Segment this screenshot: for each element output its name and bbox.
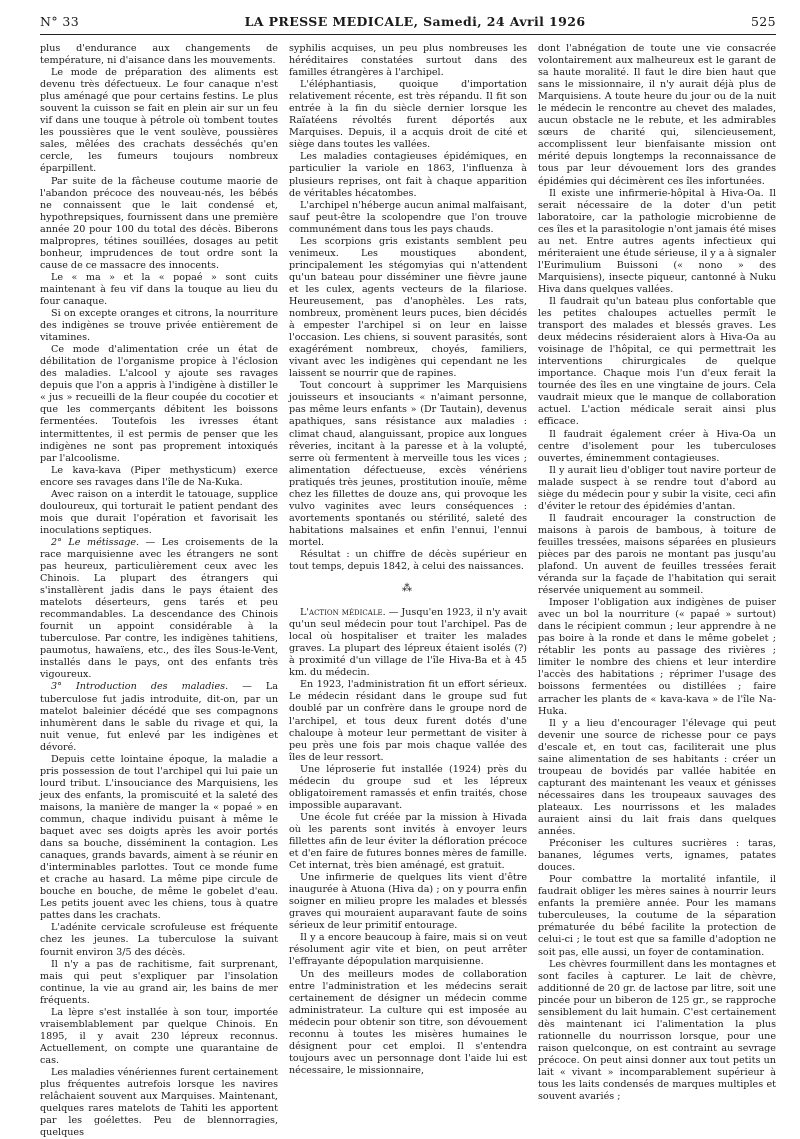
page-number: 525 xyxy=(750,14,776,29)
journal-title: LA PRESSE MEDICALE, Samedi, 24 Avril 1926 xyxy=(244,14,586,29)
section-heading: 2° Le métissage. xyxy=(51,536,140,548)
section-heading: L'action médicale. xyxy=(300,607,386,619)
paragraph: Ce mode d'alimentation crée un état de débilitation de l'organisme propice à l'éclosion des maladies. L'alcool y ajoute ses ravages depuis que l'on a appris à l'indigène à distiller le « jus » recueilli de la fleur coupée du cocotier et que les commerçants débitent les boissons fermentées. Toutefois les ivresses étant intermittentes, il est permis de penser que les indigènes ne sont pas proprement intoxiqués par l'alcoolisme. xyxy=(40,344,278,464)
paragraph: Il existe une infirmerie-hôpital à Hiva-Oa. Il serait nécessaire de la doter d'un petit laboratoire, car la pathologie microbienne de ces îles et la parasitologie n'ont jamais été mises au net. Entre autres agents infectieux qui mériteraient une étude sérieuse, il y a à signaler l'Eurimulium Buissoni (« nono » des Marquisiens), insecte piqueur, cantonné à Nuku Hiva dans quelques vallées. xyxy=(538,187,776,295)
paragraph: Pour combattre la mortalité infantile, il faudrait obliger les mères saines à nourrir leurs enfants la première année. Pour les mamans tuberculeuses, la coutume de la séparation prématurée du bébé facilite la protection de celui-ci ; le tout est que sa famille d'adoption ne soit pas, elle aussi, un foyer de contamination. xyxy=(538,874,776,958)
paragraph: Il n'y a pas de rachitisme, fait surprenant, mais qui peut s'expliquer par l'insolation continue, la vie au grand air, les bains de mer fréquents. xyxy=(40,958,278,1006)
paragraph: Il y a lieu d'encourager l'élevage qui peut devenir une source de richesse pour ce pays d'escale et, en tout cas, faciliterait une plus saine alimentation de ses habitants : créer un troupeau de bovidés par vallée habitée en capturant des maintenant les veaux et génisses nécessaires dans les troupeaux sauvages des plateaux. Les nourrissons et les malades auraient ainsi du lait frais dans quelques années. xyxy=(538,717,776,838)
section-paragraph xyxy=(40,681,278,753)
paragraph: En 1923, l'administration fit un effort sérieux. Le médecin résidant dans le groupe sud fut doublé par un confrère dans le groupe nord de l'archipel, et tous deux furent dotés d'une chaloupe à moteur leur permettant de visiter à peu près une fois par mois chaque vallée des îles de leur ressort. xyxy=(289,679,527,763)
paragraph: L'éléphantiasis, quoique d'importation relativement récente, est très répandu. Il fit son entrée à la fin du siècle dernier lorsque les Raïatéens révoltés furent déportés aux Marquises. Depuis, il a acquis droit de cité et siège dans toutes les vallées. xyxy=(289,79,527,151)
paragraph: L'archipel n'héberge aucun animal malfaisant, sauf peut-être la scolopendre que l'on trouve communément dans tous les pays chauds. xyxy=(289,199,527,235)
paragraph: Un des meilleurs modes de collaboration entre l'administration et les médecins serait certainement de désigner un médecin comme administrateur. La culture qui est imposée au médecin pour obtenir son titre, son dévouement reconnu à toutes les misères humaines le désignent pour cet emploi. Il s'entendra toujours avec un personnage dont l'aide lui est nécessaire, le missionnaire, xyxy=(289,968,527,1076)
paragraph: Une école fut créée par la mission à Hivada où les parents sont invités à envoyer leurs fillettes afin de leur éviter la défloration précoce et d'en faire de futures bonnes mères de famille. Cet internat, très bien aménagé, est gratuit. xyxy=(289,811,527,872)
paragraph: Les scorpions gris existants semblent peu venimeux. Les moustiques abondent, principalement les stégomyias qui n'attendent qu'un bateau pour disséminer une fièvre jaune et les culex, agents vecteurs de la filariose. Heureusement, pas d'anophèles. Les rats, nombreux, promènent leurs puces, bien décidés à empester l'archipel si on leur en laisse l'occasion. Les chiens, si souvent parasités, sont exagérément nombreux, choyés, familiers, vivant avec les indigènes qui cependant ne les laissent se nourrir que de rapines. xyxy=(289,235,527,380)
paragraph: Une léproserie fut installée (1924) près du médecin du groupe sud et les lépreux obligatoirement ramassés et enfin traités, chose impossible auparavant. xyxy=(289,763,527,811)
section-text: — Jusqu'en 1923, il n'y avait qu'un seul médecin pour tout l'archipel. Pas de local où hospitaliser et traiter les malades graves. La plupart des lépreux étaient isolés (?) à proximité d'un village de l'île Hiva-Ba et à 45 km. du médecin. xyxy=(289,607,527,679)
paragraph: Le mode de préparation des aliments est devenu très défectueux. Le four canaque n'est plus aménagé que pour certains festins. Le plus souvent la cuisson se fait en plein air sur un feu vif dans une touque à pétrole où tombent toutes les poussières que le vent soulève, poussières sales, mêlées des crachats desséchés qu'en cercle, les fumeurs toujours nombreux éparpillent. xyxy=(40,67,278,175)
paragraph: Il y a encore beaucoup à faire, mais si on veut résolument agir vite et bien, on peut arrêter l'effrayante dépopulation marquisienne. xyxy=(289,932,527,968)
column-3 xyxy=(538,43,776,1103)
section-divider-stars: ⁂ xyxy=(402,583,414,595)
paragraph: La lèpre s'est installée à son tour, importée vraisemblablement par quelque Chinois. En 1895, il y avait 230 lépreux reconnus. Actuellement, on compte une quarantaine de cas. xyxy=(40,1006,278,1066)
paragraph: Les maladies contagieuses épidémiques, en particulier la variole en 1863, l'influenza à plusieurs reprises, ont fait à chaque apparition de véritables hécatombes. xyxy=(289,151,527,199)
section-paragraph xyxy=(289,607,527,679)
column-1 xyxy=(40,43,279,1139)
paragraph: Le kava-kava (Piper methysticum) exerce encore ses ravages dans l'île de Na-Kuka. xyxy=(40,464,278,488)
paragraph: Une infirmerie de quelques lits vient d'être inaugurée à Atuona (Hiva da) ; on y pourra enfin soigner en milieu propre les malades et blessés graves qui mouraient auparavant faute de soins sérieux de leur primitif entourage. xyxy=(289,872,527,932)
paragraph: Avec raison on a interdit le tatouage, supplice douloureux, qui torturait le patient pendant des mois que durait l'opération et favorisait les inoculations septiques. xyxy=(40,488,278,536)
paragraph: Le « ma » et la « popaé » sont cuits maintenant à feu vif dans la touque au lieu du four canaque. xyxy=(40,271,278,307)
paragraph: Il faudrait encourager la construction de maisons à parois de bambous, à toiture de feuilles tressées, maisons séparées en plusieurs pièces par des parois ne montant pas jusqu'au plafond. Un auvent de feuilles tressées ferait véranda sur la façade de l'habitation qui serait réservée uniquement au sommeil. xyxy=(538,512,776,597)
page-header xyxy=(40,14,776,35)
paragraph: L'adénite cervicale scrofuleuse est fréquente chez les jeunes. La tuberculose la suivant fournit environ 3/5 des décès. xyxy=(40,922,278,958)
paragraph: Si on excepte oranges et citrons, la nourriture des indigènes se trouve privée entièrement de vitamines. xyxy=(40,308,278,344)
paragraph: syphilis acquises, un peu plus nombreuses les héréditaires constatées surtout dans des familles étrangères à l'archipel. xyxy=(289,43,527,79)
paragraph: Préconiser les cultures sucrières : taras, bananes, légumes verts, ignames, patates douces. xyxy=(538,838,776,874)
paragraph: Les chèvres fourmillent dans les montagnes et sont faciles à capturer. Le lait de chèvre, additionné de 20 gr. de lactose par litre, soit une pincée pour un biberon de 125 gr., se rapproche sensiblement du lait humain. C'est certainement dès maintenant ici l'alimentation la plus rationnelle du nourrisson lorsque, pour une raison quelconque, on est contraint au sevrage précoce. On peut ainsi donner aux tout petits un lait « vivant » incomparablement supérieur à tous les laits condensés de marques multiples et souvent avariés ; xyxy=(538,958,776,1103)
section-text: — Les croisements de la race marquisienne avec les étrangers ne sont pas heureux, particulièrement ceux avec les Chinois. La plupart des étrangers qui s'installèrent jadis dans le pays étaient des matelots déserteurs, gens tarés et peu recommandables. La descendance des Chinois fournit un appoint considérable à la tuberculose. Par contre, les indigènes tahitiens, paumotus, hawaïens, etc., des îles Sous-le-Vent, installés dans le pays, ont des enfants très vigoureux. xyxy=(40,536,279,681)
paragraph: Imposer l'obligation aux indigènes de puiser avec un bol la nourriture (« papaé » surtout) dans le récipient commun ; leur apprendre à ne pas boire à la ronde et dans le même gobelet ; rétablir les ponts au passage des rivières ; limiter le nombre des chiens et leur interdire l'accès des habitations ; réprimer l'usage des boissons fermentées ou distillées ; faire arracher les plants de « kava-kava » de l'île Na-Huka. xyxy=(538,597,776,717)
section-text: — La tuberculose fut jadis introduite, dit-on, par un matelot baleinier décédé que ses compagnons inhumèrent dans le sable du rivage et qui, la nuit venue, fut enlevé par les indigènes et dévoré. xyxy=(40,681,278,753)
issue-number: N° 33 xyxy=(40,14,80,29)
paragraph: Il y aurait lieu d'obliger tout navire porteur de malade suspect à se rendre tout d'abord au siège du médecin pour y subir la visite, ceci afin d'éviter le retour des épidémies d'antan. xyxy=(538,464,776,512)
text-columns xyxy=(40,43,776,1139)
paragraph: Par suite de la fâcheuse coutume maorie de l'abandon précoce des nouveau-nés, les bébés ne connaissent que le lait condensé et, hypothrepsiques, fournissent dans une première année 20 pour 100 du total des décès. Biberons malpropres, tétines souillées, dosages au petit bonheur, imprudences de tout ordre sont la cause de ce massacre des innocents. xyxy=(40,175,278,271)
paragraph: Résultat : un chiffre de décès supérieur en tout temps, depuis 1842, à celui des naissances. xyxy=(289,548,527,573)
section-heading: 3° Introduction des maladies. xyxy=(51,681,229,693)
paragraph: plus d'endurance aux changements de température, ni d'aisance dans les mouvements. xyxy=(40,43,278,67)
paragraph: dont l'abnégation de toute une vie consacrée volontairement aux malheureux est le garant de sa haute moralité. Il faut le dire bien haut que sans le missionnaire, il n'y aurait déjà plus de Marquisiens. A toute heure du jour ou de la nuit le médecin le rencontre au chevet des malades, aucun obstacle ne le rebute, et les admirables sœurs de charité qui, silencieusement, accomplissent leur bienfaisante mission ont mérité depuis longtemps la reconnaissance de tous par leur dévouement lors des grandes épidémies qui décimèrent ces îles infortunées. xyxy=(538,43,776,187)
paragraph: Il faudrait également créer à Hiva-Oa un centre d'isolement pour les tuberculoses ouvertes, éminemment contagieuses. xyxy=(538,428,776,464)
section-paragraph xyxy=(40,537,278,682)
paragraph: Tout concourt à supprimer les Marquisiens jouisseurs et insouciants « n'aimant personne, pas même leurs enfants » (Dr Tautain), devenus apathiques, sans résistance aux maladies : climat chaud, alanguissant, propice aux longues rêveries, incitant à la paresse et à la volupté, serre où fermentent à merveille tous les vices ; alimentation défectueuse, excès vénériens pratiqués très jeunes, prostitution inouïe, même chez les fillettes de douze ans, qui provoque les vulvo vaginites avec leurs conséquences : avortements spontanés ou stérilité, saleté des habitations malsaines et enfin l'ennui, l'ennui mortel. xyxy=(289,380,527,548)
paragraph: Les maladies vénériennes furent certainement plus fréquentes autrefois lorsque les navires relâchaient souvent aux Marquises. Maintenant, quelques rares matelots de Tahiti les apportent par les goélettes. Peu de blennorragies, quelques xyxy=(40,1066,278,1139)
column-2 xyxy=(289,43,527,1075)
paragraph: Depuis cette lointaine époque, la maladie a pris possession de tout l'archipel qui lui paie un lourd tribut. L'insouciance des Marquisiens, les jeux des enfants, la promiscuité et la saleté des maisons, la manière de manger la « popaé » en commun, chaque individu puisant à même le baquet avec ses doigts après les avoir portés dans sa bouche, disséminent la contagion. Les canaques, grands bavards, aiment à se réunir en d'interminables parlottes. Tout ce monde fume et crache au hasard. La même pipe circule de bouche en bouche, de même le gobelet d'eau. Les petits jouent avec les chiens, tous à quatre pattes dans les crachats. xyxy=(40,753,278,922)
paragraph: Il faudrait qu'un bateau plus confortable que les petites chaloupes actuelles permît le transport des malades et blessés graves. Les deux médecins résideraient alors à Hiva-Oa au voisinage de l'hôpital, ce qui permettrait les interventions chirurgicales de quelque importance. Chaque mois l'un d'eux ferait la tournée des îles en une vingtaine de jours. Cela vaudrait mieux que le manque de collaboration actuel. L'action médicale serait ainsi plus efficace. xyxy=(538,295,776,428)
